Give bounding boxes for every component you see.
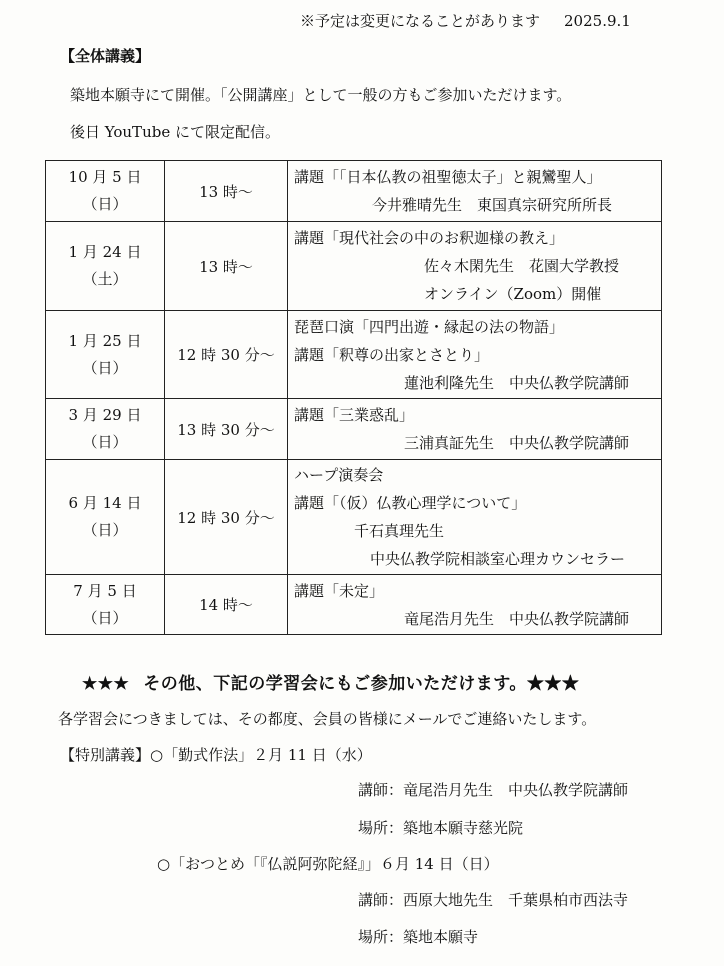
time-cell: 13 時〜 — [165, 161, 288, 222]
table-row — [46, 222, 662, 311]
date: 7 月 5 日 — [73, 581, 137, 600]
star-icon: ★★★ — [526, 674, 580, 694]
place-line: 場所：築地本願寺慈光院 — [358, 819, 524, 837]
change-notice — [300, 10, 631, 31]
event-line: ハープ演奏会 — [294, 466, 384, 484]
time-cell: 12 時 30 分〜 — [165, 460, 288, 575]
special-lecture-title: ○「勤式作法」２月 11 日（水） — [150, 746, 372, 764]
topic-line: 講題「（仮）仏教心理学について」 — [294, 494, 527, 512]
lecturer-line: 講師：西原大地先生 千葉県柏市西法寺 — [358, 891, 629, 909]
date: 6 月 14 日 — [68, 494, 142, 512]
topic-line: 講題「「日本仏教の祖聖徳太子」と親鸞聖人」 — [294, 168, 602, 186]
weekday: （日） — [82, 521, 128, 539]
topic-cell — [288, 222, 662, 311]
lecturer-line: 千石真理先生 — [354, 522, 445, 540]
weekday: （日） — [82, 358, 128, 377]
intro-line-2: 後日 YouTube にて限定配信。 — [70, 123, 280, 141]
notice-text: ※予定は変更になることがあります — [300, 12, 541, 30]
date: 1 月 24 日 — [68, 243, 142, 261]
issue-date: 2025.9.1 — [564, 12, 631, 30]
date-cell — [46, 222, 165, 311]
date: 10 月 5 日 — [68, 168, 142, 186]
table-row — [46, 311, 662, 399]
special-lecture-label: 【特別講義】 — [60, 746, 151, 764]
topic-line: 講題「三業惑乱」 — [294, 406, 415, 424]
lecturer-line: 竜尾浩月先生 中央仏教学院講師 — [404, 609, 630, 628]
date: 1 月 25 日 — [68, 331, 142, 350]
topic-line: 琵琶口演「四門出遊・縁起の法の物語」 — [294, 317, 565, 336]
topic-line: 講題「現代社会の中のお釈迦様の教え」 — [294, 229, 565, 247]
topic-cell — [288, 399, 662, 460]
time-cell: 14 時〜 — [165, 575, 288, 635]
star-icon: ★★★ — [82, 674, 130, 694]
lecturer-line: 講師：竜尾浩月先生 中央仏教学院講師 — [358, 781, 629, 799]
lecturer-line: 今井雅晴先生 東国真宗研究所所長 — [372, 196, 613, 214]
topic-cell — [288, 311, 662, 399]
topic-line: 講題「未定」 — [294, 581, 385, 600]
topic-cell — [288, 460, 662, 575]
time-cell: 12 時 30 分〜 — [165, 311, 288, 399]
weekday: （日） — [82, 608, 128, 627]
place-line: 場所：築地本願寺 — [358, 928, 479, 946]
date-cell — [46, 575, 165, 635]
headline-text: その他、下記の学習会にもご参加いただけます。 — [143, 674, 527, 694]
intro-line-1: 築地本願寺にて開催。「公開講座」として一般の方もご参加いただけます。 — [70, 86, 572, 104]
date-cell — [46, 311, 165, 399]
time-cell: 13 時〜 — [165, 222, 288, 311]
section-title: 【全体講義】 — [60, 47, 151, 65]
venue-line: オンライン（Zoom）開催 — [424, 285, 602, 303]
table-row — [46, 399, 662, 460]
lecturer-line: 蓮池利隆先生 中央仏教学院講師 — [404, 373, 630, 392]
table-row — [46, 575, 662, 635]
table-row — [46, 161, 662, 222]
date-cell — [46, 161, 165, 222]
weekday: （日） — [82, 433, 128, 451]
date-cell — [46, 399, 165, 460]
date-cell — [46, 460, 165, 575]
weekday: （土） — [82, 270, 128, 288]
weekday: （日） — [82, 195, 128, 213]
topic-cell — [288, 161, 662, 222]
study-groups-note: 各学習会につきましては、その都度、会員の皆様にメールでご連絡いたします。 — [58, 710, 597, 728]
study-groups-headline — [82, 669, 579, 694]
lecturer-title-line: 中央仏教学院相談室心理カウンセラー — [370, 550, 626, 568]
topic-cell — [288, 575, 662, 635]
date: 3 月 29 日 — [68, 406, 142, 424]
lecturer-line: 佐々木閑先生 花園大学教授 — [424, 257, 620, 275]
table-row — [46, 460, 662, 575]
special-lecture-2-title: ○「おつとめ「『仏説阿弥陀経』」６月 14 日（日） — [157, 855, 499, 873]
topic-line: 講題「釈尊の出家とさとり」 — [294, 345, 490, 364]
lecture-schedule-table — [45, 160, 662, 635]
special-lecture-1 — [60, 744, 372, 765]
time-cell: 13 時 30 分〜 — [165, 399, 288, 460]
lecturer-line: 三浦真証先生 中央仏教学院講師 — [404, 434, 630, 452]
